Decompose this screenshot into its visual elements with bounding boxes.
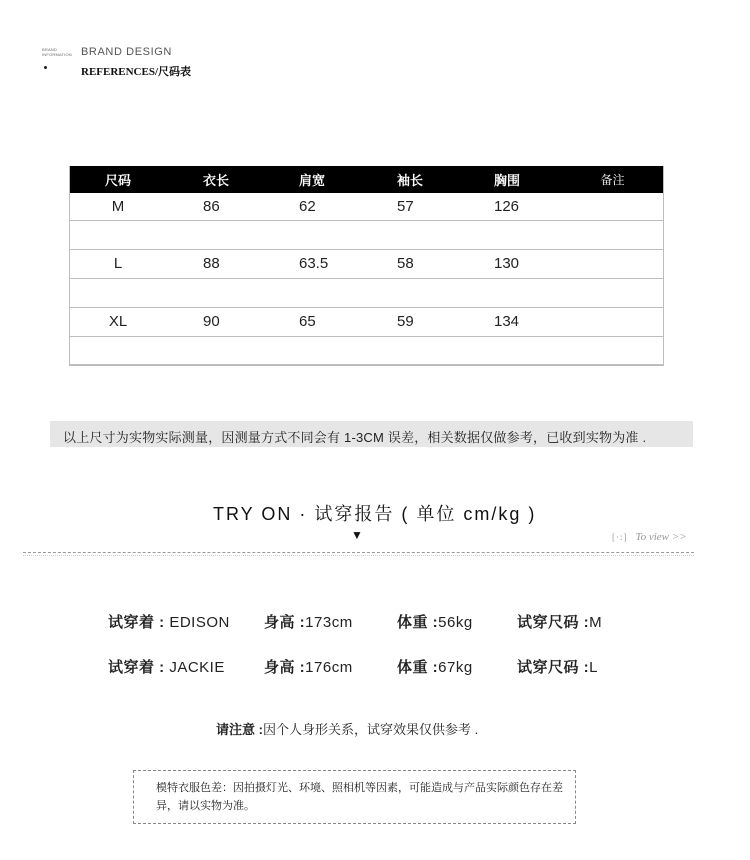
table-cell: 90 — [167, 307, 265, 336]
model-height-label: 身高 : — [264, 614, 306, 631]
model-name-value: JACKIE — [169, 659, 225, 676]
model-weight — [397, 656, 473, 677]
table-cell: XL — [69, 307, 167, 336]
model-height — [264, 611, 353, 632]
table-cell: 57 — [363, 193, 461, 220]
column-header: 胸围 — [461, 166, 561, 193]
table-cell — [167, 278, 265, 307]
table-cell — [363, 278, 461, 307]
table-cell — [69, 220, 167, 249]
model-height-value: 176cm — [305, 659, 353, 676]
table-row — [69, 249, 664, 278]
table-cell — [561, 307, 664, 336]
model-size-value: M — [589, 614, 603, 631]
to-view-label: To view >> — [635, 531, 687, 543]
table-cell: 62 — [265, 193, 363, 220]
section-divider — [23, 552, 694, 553]
remark-label: 请注意 : — [216, 722, 263, 737]
table-row — [69, 193, 664, 220]
table-header-row — [69, 166, 664, 193]
table-cell: 58 — [363, 249, 461, 278]
column-header: 尺码 — [69, 166, 167, 193]
table-cell: 134 — [461, 307, 561, 336]
model-height-label: 身高 : — [264, 659, 306, 676]
table-cell — [69, 278, 167, 307]
model-height-value: 173cm — [305, 614, 353, 631]
column-header: 衣长 — [167, 166, 265, 193]
table-row — [69, 278, 664, 307]
table-cell: 59 — [363, 307, 461, 336]
table-cell — [363, 336, 461, 365]
remark-text: 因个人身形关系，试穿效果仅供参考 . — [262, 722, 479, 737]
table-cell: 63.5 — [265, 249, 363, 278]
size-table — [69, 166, 664, 366]
arrow-down-icon: ▼ — [351, 528, 363, 542]
table-cell: 86 — [167, 193, 265, 220]
table-cell — [561, 220, 664, 249]
model-weight-label: 体重 : — [397, 659, 439, 676]
table-cell — [561, 193, 664, 220]
table-cell: 88 — [167, 249, 265, 278]
column-header: 肩宽 — [265, 166, 363, 193]
column-header: 袖长 — [363, 166, 461, 193]
model-weight-label: 体重 : — [397, 614, 439, 631]
table-cell — [561, 336, 664, 365]
model-size-label: 试穿尺码 : — [517, 659, 590, 676]
table-cell — [167, 220, 265, 249]
table-cell: M — [69, 193, 167, 220]
model-weight-value: 67kg — [438, 659, 473, 676]
table-cell: 130 — [461, 249, 561, 278]
model-name-value: EDISON — [169, 614, 230, 631]
model-weight — [397, 611, 473, 632]
table-cell — [265, 278, 363, 307]
brand-small-line-2: INFORMATION — [42, 52, 72, 57]
model-name — [108, 611, 230, 632]
model-size-label: 试穿尺码 : — [517, 614, 590, 631]
model-height — [264, 656, 353, 677]
table-cell: L — [69, 249, 167, 278]
view-icon: [·:] — [612, 532, 628, 542]
bullet-dot-icon — [44, 66, 47, 69]
table-cell — [265, 220, 363, 249]
table-row — [69, 336, 664, 365]
table-cell: 65 — [265, 307, 363, 336]
to-view-link[interactable] — [612, 531, 687, 543]
references-title: REFERENCES/尺码表 — [81, 66, 192, 78]
brand-small-line-1: BRAND — [42, 47, 58, 52]
table-row — [69, 220, 664, 249]
table-row — [69, 307, 664, 336]
model-name-label: 试穿着 : — [108, 659, 165, 676]
table-cell — [167, 336, 265, 365]
try-on-remark — [216, 719, 478, 738]
table-cell — [561, 278, 664, 307]
table-cell — [363, 220, 461, 249]
measure-note-text: 以上尺寸为实物实际测量，因测量方式不同会有 1-3CM 误差，相关数据仅做参考，已收到实物为准 . — [63, 430, 647, 445]
model-size — [517, 611, 602, 632]
try-on-title: TRY ON · 试穿报告 ( 单位 cm/kg ) — [213, 504, 537, 524]
table-cell: 126 — [461, 193, 561, 220]
brand-small-caption — [42, 47, 72, 57]
model-size-value: L — [589, 659, 599, 676]
model-size — [517, 656, 598, 677]
table-cell — [69, 336, 167, 365]
section-divider-secondary — [23, 555, 694, 556]
table-cell — [561, 249, 664, 278]
color-note-text: 模特衣服色差：因拍摄灯光、环境、照相机等因素，可能造成与产品实际颜色存在差异，请以实物为准。 — [156, 781, 563, 812]
table-cell — [461, 278, 561, 307]
table-cell — [461, 336, 561, 365]
column-header: 备注 — [561, 166, 664, 193]
table-cell — [461, 220, 561, 249]
brand-design-label: BRAND DESIGN — [81, 46, 172, 58]
table-cell — [265, 336, 363, 365]
model-name — [108, 656, 225, 677]
model-name-label: 试穿着 : — [108, 614, 165, 631]
model-weight-value: 56kg — [438, 614, 473, 631]
